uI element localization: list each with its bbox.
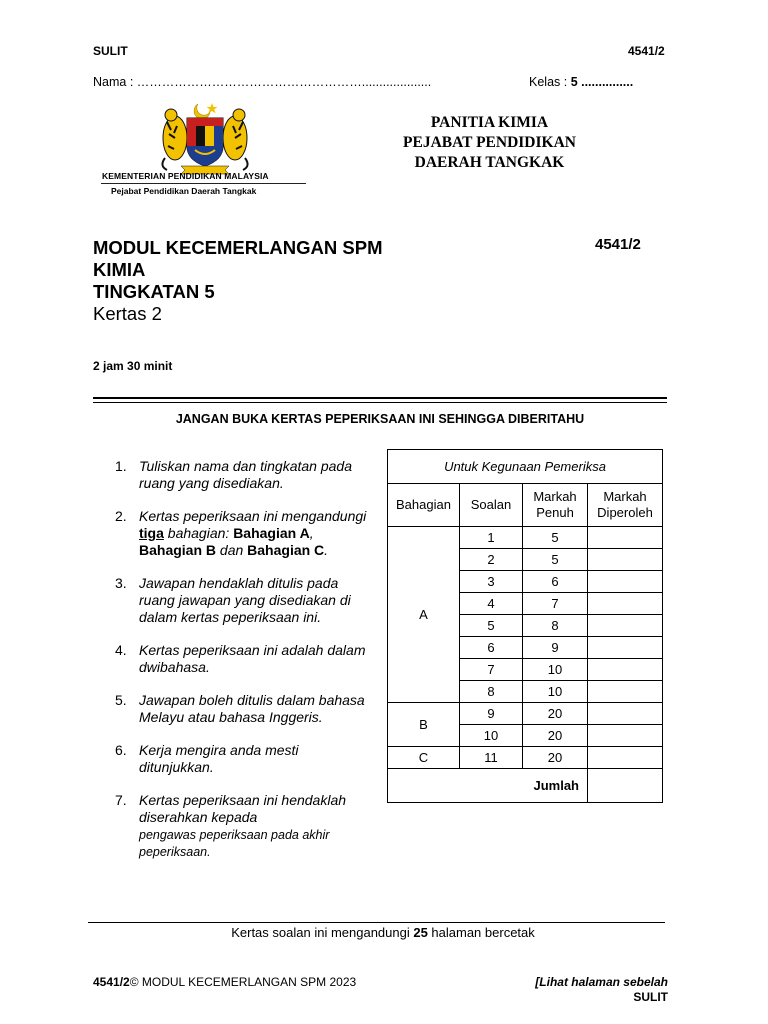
question-number: 9 [460, 703, 523, 725]
col-header-soalan: Soalan [460, 484, 523, 527]
footer-divider [88, 922, 665, 923]
section-c-cell: C [388, 747, 460, 769]
district-office-name: Pejabat Pendidikan Daerah Tangkak [111, 186, 257, 196]
title-line-3: TINGKATAN 5 [93, 281, 215, 302]
page-count: 25 [413, 925, 428, 940]
col-header-markah-penuh: Markah Penuh [523, 484, 588, 527]
class-value: 5 ............... [570, 75, 634, 89]
footer-classification: SULIT [633, 990, 668, 1004]
question-number: 8 [460, 681, 523, 703]
name-field[interactable]: Nama : ……………………………………………….................... [93, 75, 432, 89]
section-a-cell: A [388, 527, 460, 703]
divider-thin [93, 402, 667, 403]
question-number: 3 [460, 571, 523, 593]
instruction-5: 5. Jawapan boleh ditulis dalam bahasa Melayu atau bahasa Inggeris. [115, 692, 365, 725]
instruction-1: 1. Tuliskan nama dan tingkatan pada ruang yang disediakan. [115, 458, 352, 491]
footer-paper-code: 4541/2 [93, 975, 130, 989]
table-row [388, 527, 663, 549]
instructions-list [112, 458, 367, 860]
instruction-3: 3. Jawapan hendaklah ditulis pada ruang jawapan yang disediakan di dalam kertas peperiksaan ini. [115, 575, 351, 625]
full-marks: 5 [523, 549, 588, 571]
question-number: 2 [460, 549, 523, 571]
section-b-cell: B [388, 703, 460, 747]
col-header-markah-diperoleh: Markah Diperoleh [588, 484, 663, 527]
full-marks: 7 [523, 593, 588, 615]
question-number: 6 [460, 637, 523, 659]
do-not-open-warning: JANGAN BUKA KERTAS PEPERIKSAAN INI SEHINGGA DIBERITAHU [175, 412, 585, 426]
full-marks: 9 [523, 637, 588, 659]
table-row [388, 747, 663, 769]
full-marks: 20 [523, 725, 588, 747]
question-number: 7 [460, 659, 523, 681]
document-title [93, 237, 383, 325]
total-marks-cell[interactable] [588, 769, 663, 803]
instruction-2: 2. Kertas peperiksaan ini mengandungi tiga bahagian: Bahagian A, Bahagian B dan Bahagian C. [115, 508, 367, 558]
footer-copyright: © MODUL KECEMERLANGAN SPM 2023 [129, 975, 357, 989]
title-line-4: Kertas 2 [93, 303, 162, 324]
question-number: 11 [460, 747, 523, 769]
ministry-crest-logo [95, 100, 315, 200]
paper-code: 4541/2 [628, 44, 665, 58]
marks-obtained-cell[interactable] [588, 637, 663, 659]
question-number: 4 [460, 593, 523, 615]
full-marks: 6 [523, 571, 588, 593]
title-line-1: MODUL KECEMERLANGAN SPM [93, 237, 383, 258]
divider-thick [93, 397, 667, 399]
marks-obtained-cell[interactable] [588, 593, 663, 615]
see-next-page: [Lihat halaman sebelah [535, 975, 668, 989]
examiner-table-caption: Untuk Kegunaan Pemeriksa [388, 450, 663, 484]
full-marks: 20 [523, 747, 588, 769]
marks-obtained-cell[interactable] [588, 571, 663, 593]
full-marks: 10 [523, 681, 588, 703]
left-tiger-icon [162, 109, 187, 170]
col-header-bahagian: Bahagian [388, 484, 460, 527]
footer-right [490, 975, 668, 1005]
marks-obtained-cell[interactable] [588, 615, 663, 637]
full-marks: 5 [523, 527, 588, 549]
question-number: 1 [460, 527, 523, 549]
question-number: 5 [460, 615, 523, 637]
marks-obtained-cell[interactable] [588, 527, 663, 549]
title-line-2: KIMIA [93, 259, 146, 280]
table-row [388, 703, 663, 725]
right-tiger-icon [223, 109, 248, 170]
total-label: Jumlah [388, 769, 588, 803]
panitia-line-3: DAERAH TANGKAK [414, 154, 565, 171]
logo-divider [101, 183, 306, 184]
marks-obtained-cell[interactable] [588, 725, 663, 747]
marks-obtained-cell[interactable] [588, 703, 663, 725]
full-marks: 20 [523, 703, 588, 725]
marks-obtained-cell[interactable] [588, 659, 663, 681]
instruction-7: 7. Kertas peperiksaan ini hendaklah diserahkan kepada pengawas peperiksaan pada akhir peperiksaan. [115, 792, 347, 859]
panitia-line-1: PANITIA KIMIA [430, 114, 549, 131]
page-count-note: Kertas soalan ini mengandungi 25 halaman bercetak [231, 925, 535, 940]
marks-obtained-cell[interactable] [588, 549, 663, 571]
marks-obtained-cell[interactable] [588, 681, 663, 703]
class-label: Kelas : [529, 75, 571, 89]
footer-left [93, 975, 356, 989]
full-marks: 10 [523, 659, 588, 681]
exam-duration: 2 jam 30 minit [93, 359, 173, 373]
ministry-name: KEMENTERIAN PENDIDIKAN MALAYSIA [102, 171, 269, 181]
marks-obtained-cell[interactable] [588, 747, 663, 769]
instruction-6: 6. Kerja mengira anda mesti ditunjukkan. [115, 742, 299, 775]
panitia-heading [372, 113, 607, 173]
total-row [388, 769, 663, 803]
full-marks: 8 [523, 615, 588, 637]
panitia-line-2: PEJABAT PENDIDIKAN [403, 134, 576, 151]
examiner-marks-table [387, 449, 663, 803]
question-number: 10 [460, 725, 523, 747]
class-field[interactable] [529, 75, 633, 89]
instruction-4: 4. Kertas peperiksaan ini adalah dalam dwibahasa. [115, 642, 366, 675]
title-paper-code: 4541/2 [595, 236, 641, 253]
classification-label: SULIT [93, 44, 128, 58]
